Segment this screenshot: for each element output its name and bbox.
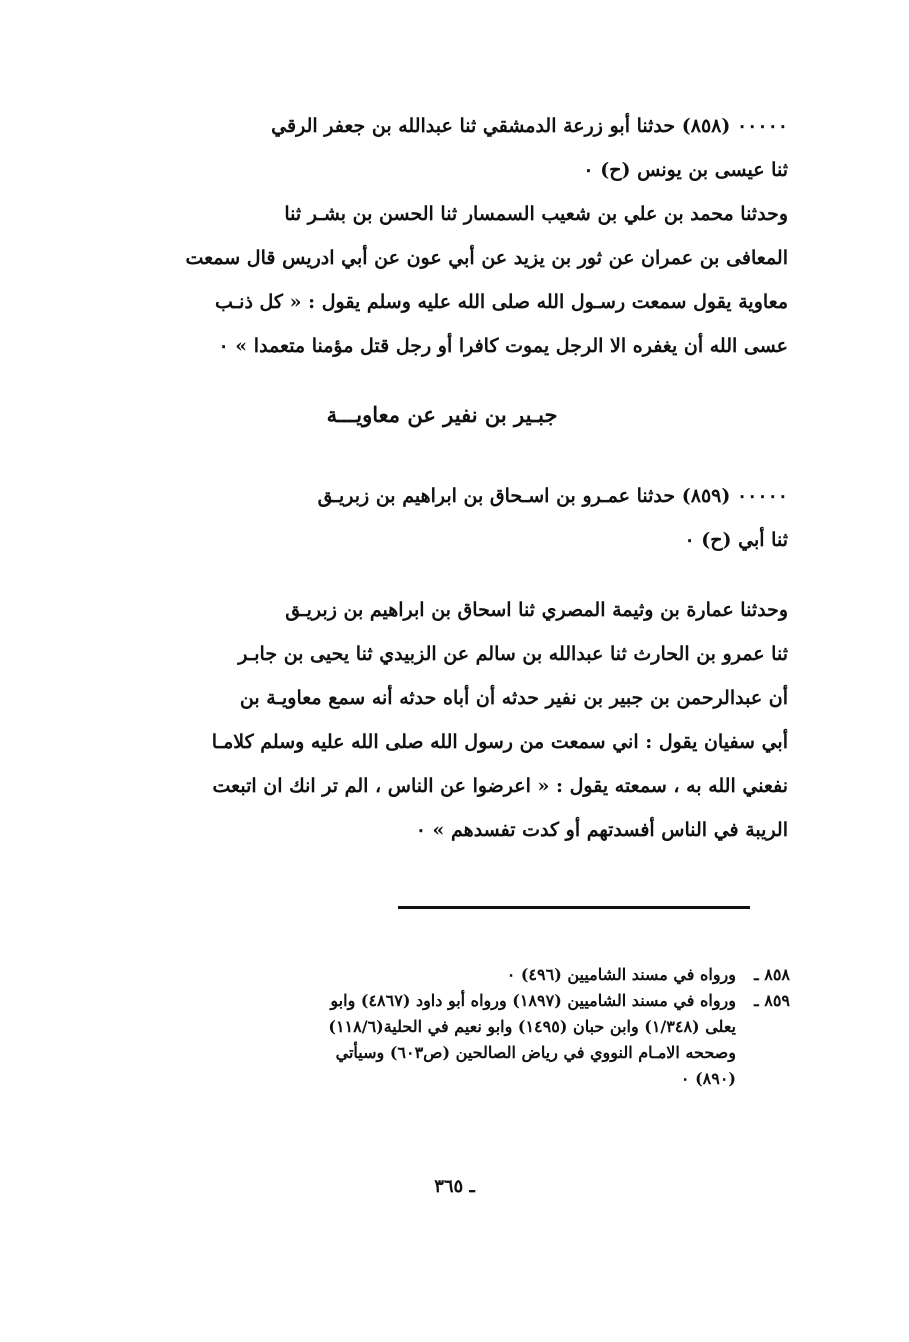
page-number: ـ ٣٦٥ bbox=[434, 1176, 475, 1197]
text-line: ثنا أبي (ح) ٠ bbox=[684, 529, 788, 551]
text-line: ثنا عيسى بن يونس (ح) ٠ bbox=[583, 159, 788, 181]
paragraph-hadith-859-chain bbox=[96, 474, 788, 562]
paragraph-gap bbox=[96, 562, 788, 588]
footnotes bbox=[96, 962, 790, 1092]
footnote-line: ورواه في مسند الشاميين (١٨٩٧) ورواه أبو داود (٤٨٦٧) وابو bbox=[330, 991, 736, 1010]
text-line: نفعني الله به ، سمعته يقول : « اعرضوا عن الناس ، الم تر انك ان اتبعت bbox=[212, 775, 788, 797]
footnote-line: (٨٩٠) ٠ bbox=[680, 1069, 736, 1088]
footnote-number: ٨٥٩ ـ bbox=[753, 991, 790, 1010]
text-line: المعافى بن عمران عن ثور بن يزيد عن أبي عون عن أبي ادريس قال سمعت bbox=[185, 247, 788, 269]
text-line: عسى الله أن يغفره الا الرجل يموت كافرا أو رجل قتل مؤمنا متعمدا » ٠ bbox=[218, 335, 788, 357]
footnote-line: يعلى (١/٣٤٨) وابن حبان (١٤٩٥) وابو نعيم في الحلية(١١٨/٦) bbox=[328, 1017, 736, 1036]
text-line: ٠٠٠٠٠ (٨٥٩) حدثنا عمـرو بن اسـحاق بن ابراهيم بن زبريـق bbox=[317, 485, 788, 507]
section-heading: جبـير بن نفير عن معاويـــة bbox=[326, 402, 558, 427]
footnote-859 bbox=[96, 988, 790, 1092]
text-line: معاوية يقول سمعت رسـول الله صلى الله عليه وسلم يقول : « كل ذنـب bbox=[214, 291, 788, 313]
text-line: ثنا عمرو بن الحارث ثنا عبدالله بن سالم عن الزبيدي ثنا يحيى بن جابـر bbox=[238, 643, 788, 665]
paragraph-hadith-858-text bbox=[96, 192, 788, 368]
footnote-body bbox=[96, 988, 736, 1092]
text-line: أبي سفيان يقول : اني سمعت من رسول الله صلى الله عليه وسلم كلامـا bbox=[211, 731, 788, 753]
text-line: الريبة في الناس أفسدتهم أو كدت تفسدهم » ٠ bbox=[415, 819, 788, 841]
text-line: أن عبدالرحمن بن جبير بن نفير حدثه أن أباه حدثه أنه سمع معاويـة بن bbox=[239, 687, 788, 709]
footnote-body bbox=[96, 962, 736, 988]
footnote-858 bbox=[96, 962, 790, 988]
text-line: وحدثنا محمد بن علي بن شعيب السمسار ثنا الحسن بن بشـر ثنا bbox=[284, 203, 788, 225]
paragraph-hadith-858-chain bbox=[96, 104, 788, 192]
paragraph-hadith-859-text bbox=[96, 588, 788, 852]
text-line: ٠٠٠٠٠ (٨٥٨) حدثنا أبو زرعة الدمشقي ثنا عبدالله بن جعفر الرقي bbox=[271, 115, 788, 137]
footnote-number: ٨٥٨ ـ bbox=[753, 965, 790, 984]
footnote-line: ورواه في مسند الشاميين (٤٩٦) ٠ bbox=[506, 965, 736, 984]
main-text bbox=[96, 104, 788, 852]
footnote-line: وصححه الامـام النووي في رياض الصالحين (ص٦٠٣) وسيأتي bbox=[335, 1043, 736, 1062]
footnote-separator bbox=[398, 906, 750, 909]
text-line: وحدثنا عمارة بن وثيمة المصري ثنا اسحاق بن ابراهيم بن زبريـق bbox=[285, 599, 788, 621]
